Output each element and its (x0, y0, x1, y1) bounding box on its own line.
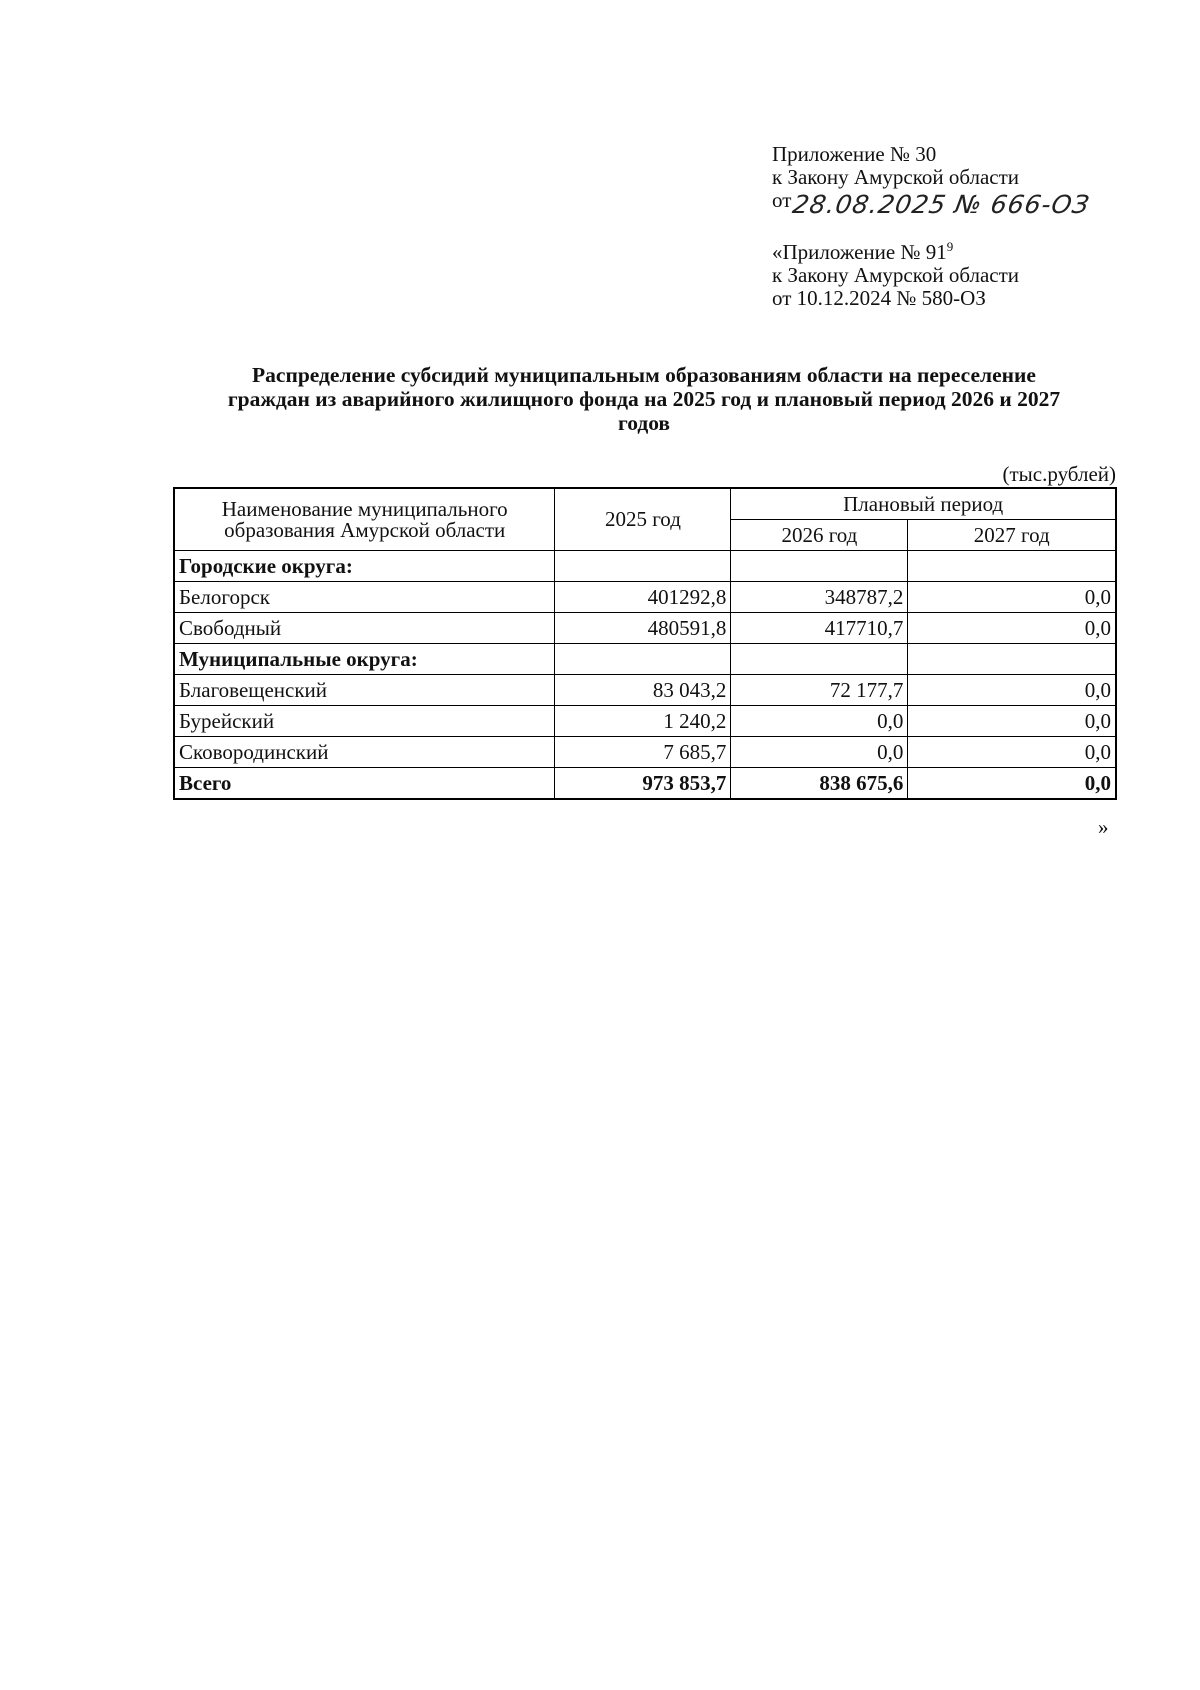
header-municipality-name: Наименование муниципального образования Амурской области (174, 488, 555, 551)
value-2026: 417710,7 (731, 613, 908, 644)
value-2026: 0,0 (731, 706, 908, 737)
value-2027 (908, 644, 1116, 675)
value-2025: 1 240,2 (555, 706, 731, 737)
amended-law-reference: к Закону Амурской области (772, 263, 1020, 287)
row-label: Благовещенский (174, 675, 555, 706)
table-row (174, 613, 1116, 644)
value-2025: 83 043,2 (555, 675, 731, 706)
total-2027: 0,0 (908, 768, 1116, 800)
total-2026: 838 675,6 (731, 768, 908, 800)
value-2025 (555, 644, 731, 675)
table-row (174, 582, 1116, 613)
table-row (174, 551, 1116, 582)
table-row (174, 706, 1116, 737)
row-label: Белогорск (174, 582, 555, 613)
appendix-number: Приложение № 30 (772, 142, 937, 166)
title-line-2: граждан из аварийного жилищного фонда на 2025 год и плановый период 2026 и 2027 (227, 387, 1061, 411)
amended-appendix-header (772, 241, 1019, 310)
appendix-date-line (772, 188, 1093, 219)
value-2026: 348787,2 (731, 582, 908, 613)
value-2027: 0,0 (908, 582, 1116, 613)
row-label: Сковородинский (174, 737, 555, 768)
document-title (170, 363, 1118, 435)
header-year-2025: 2025 год (555, 488, 731, 551)
row-label: Городские округа: (174, 551, 555, 582)
header-planned-period: Плановый период (731, 488, 1116, 520)
table-row (174, 737, 1116, 768)
appendix-law-reference: к Закону Амурской области (772, 165, 1020, 189)
title-line-1: Распределение субсидий муниципальным образованиям области на переселение (252, 363, 1036, 387)
value-2027 (908, 551, 1116, 582)
table-row (174, 644, 1116, 675)
appendix-date-prefix: от (772, 188, 792, 212)
value-2026: 0,0 (731, 737, 908, 768)
value-2025: 480591,8 (555, 613, 731, 644)
value-2025: 401292,8 (555, 582, 731, 613)
row-label: Бурейский (174, 706, 555, 737)
title-line-3: годов (617, 411, 671, 435)
closing-quote-mark: » (1098, 815, 1109, 839)
value-2025 (555, 551, 731, 582)
value-2027: 0,0 (908, 613, 1116, 644)
value-2025: 7 685,7 (555, 737, 731, 768)
header-year-2027: 2027 год (908, 520, 1116, 551)
amended-appendix-number: «Приложение № $91^9$ (772, 239, 954, 264)
value-2027: 0,0 (908, 706, 1116, 737)
total-2025: 973 853,7 (555, 768, 731, 800)
table-total-row (174, 768, 1116, 800)
appendix-header (772, 142, 1093, 219)
row-label: Свободный (174, 613, 555, 644)
value-2027: 0,0 (908, 675, 1116, 706)
value-2027: 0,0 (908, 737, 1116, 768)
appendix-superscript: 9 (946, 239, 954, 254)
table-row (174, 675, 1116, 706)
subsidy-table (173, 487, 1117, 800)
value-2026: 72 177,7 (731, 675, 908, 706)
row-label: Муниципальные округа: (174, 644, 555, 675)
amended-law-date: от 10.12.2024 № 580-ОЗ (772, 286, 986, 310)
value-2026 (731, 644, 908, 675)
handwritten-date-number: 28.08.2025 № 666-ОЗ (790, 190, 1093, 219)
header-year-2026: 2026 год (731, 520, 908, 551)
value-2026 (731, 551, 908, 582)
units-label: (тыс.рублей) (1002, 462, 1116, 486)
total-label: Всего (174, 768, 555, 800)
